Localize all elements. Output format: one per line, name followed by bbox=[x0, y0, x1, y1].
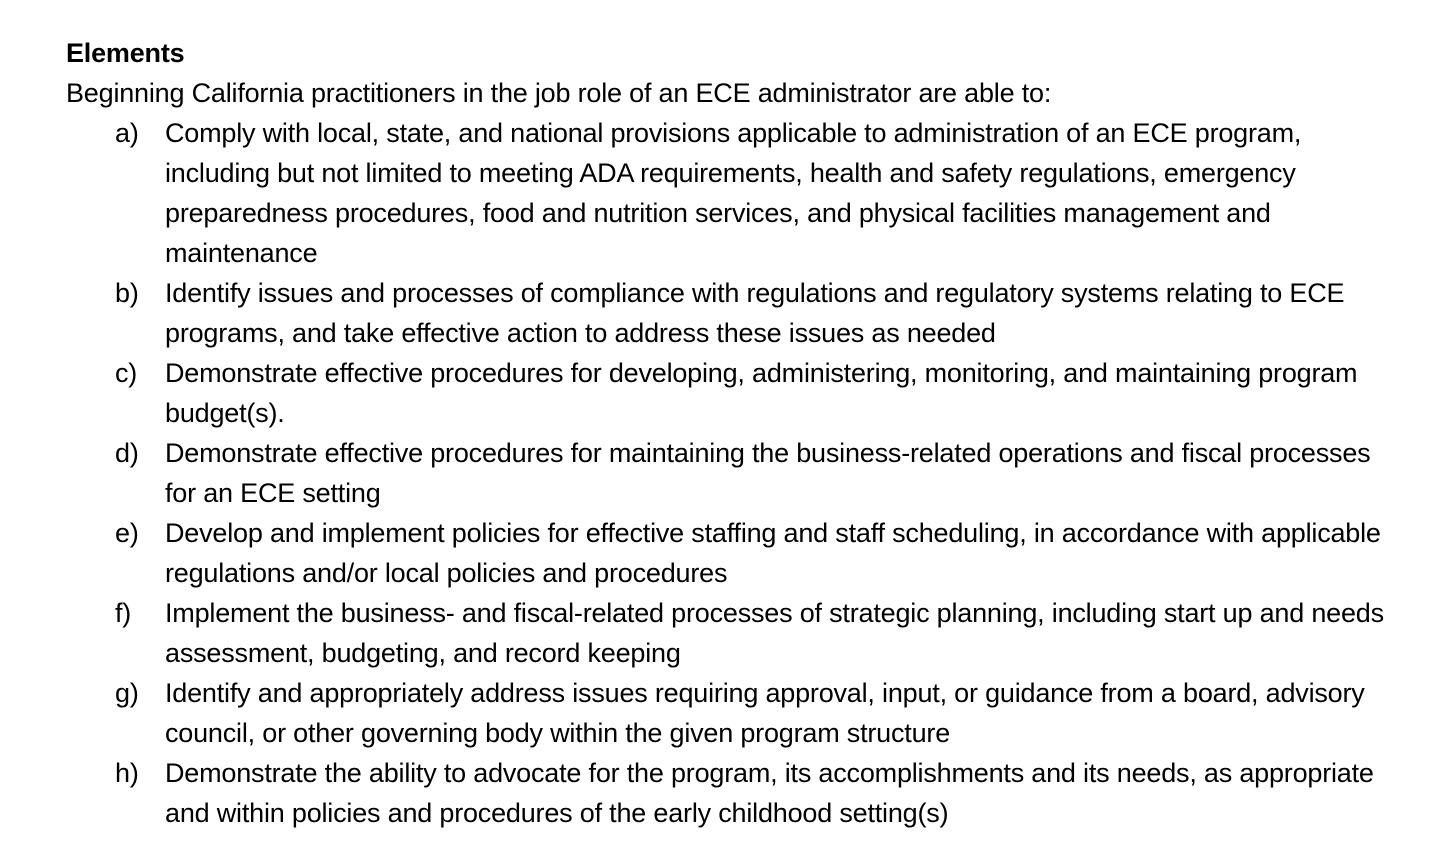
list-item-text: Develop and implement policies for effective staffing and staff scheduling, in accordance with applicable regulations and/or local policies and procedures bbox=[165, 518, 1381, 588]
list-item-text: Implement the business- and fiscal-related processes of strategic planning, including start up and needs assessment, budgeting, and record keeping bbox=[165, 598, 1384, 668]
list-item bbox=[66, 593, 1396, 673]
list-item bbox=[66, 673, 1396, 753]
list-item-text: Demonstrate the ability to advocate for the program, its accomplishments and its needs, as appropriate and within policies and procedures of the early childhood setting(s) bbox=[165, 758, 1374, 828]
list-marker: d) bbox=[115, 438, 139, 468]
list-item-text: Demonstrate effective procedures for developing, administering, monitoring, and maintaining program budget(s). bbox=[165, 358, 1358, 428]
list-marker: h) bbox=[115, 758, 139, 788]
list-marker: a) bbox=[115, 118, 139, 148]
list-item-text: Identify and appropriately address issues requiring approval, input, or guidance from a board, advisory council, or other governing body within the given program structure bbox=[165, 678, 1365, 748]
list-item bbox=[66, 113, 1396, 273]
list-item bbox=[66, 753, 1396, 833]
list-item bbox=[66, 273, 1396, 353]
list-marker: b) bbox=[115, 278, 139, 308]
list-item bbox=[66, 353, 1396, 433]
elements-list bbox=[66, 113, 1396, 833]
list-marker: e) bbox=[115, 518, 139, 548]
list-marker: c) bbox=[115, 358, 138, 388]
document-body bbox=[66, 33, 1396, 833]
list-item bbox=[66, 433, 1396, 513]
list-item-text: Identify issues and processes of compliance with regulations and regulatory systems relating to ECE programs, and take effective action to address these issues as needed bbox=[165, 278, 1345, 348]
section-heading: Elements bbox=[66, 38, 185, 68]
intro-paragraph: Beginning California practitioners in the job role of an ECE administrator are able to: bbox=[66, 78, 1052, 108]
list-item-text: Demonstrate effective procedures for maintaining the business-related operations and fiscal processes for an ECE setting bbox=[165, 438, 1371, 508]
list-marker: f) bbox=[115, 598, 132, 628]
list-item bbox=[66, 513, 1396, 593]
list-item-text: Comply with local, state, and national provisions applicable to administration of an ECE program, including but not limited to meeting ADA requirements, health and safety regulations, emergency preparedness procedures, food and nutrition services, and physical facilities management and maintenance bbox=[165, 118, 1302, 268]
list-marker: g) bbox=[115, 678, 139, 708]
